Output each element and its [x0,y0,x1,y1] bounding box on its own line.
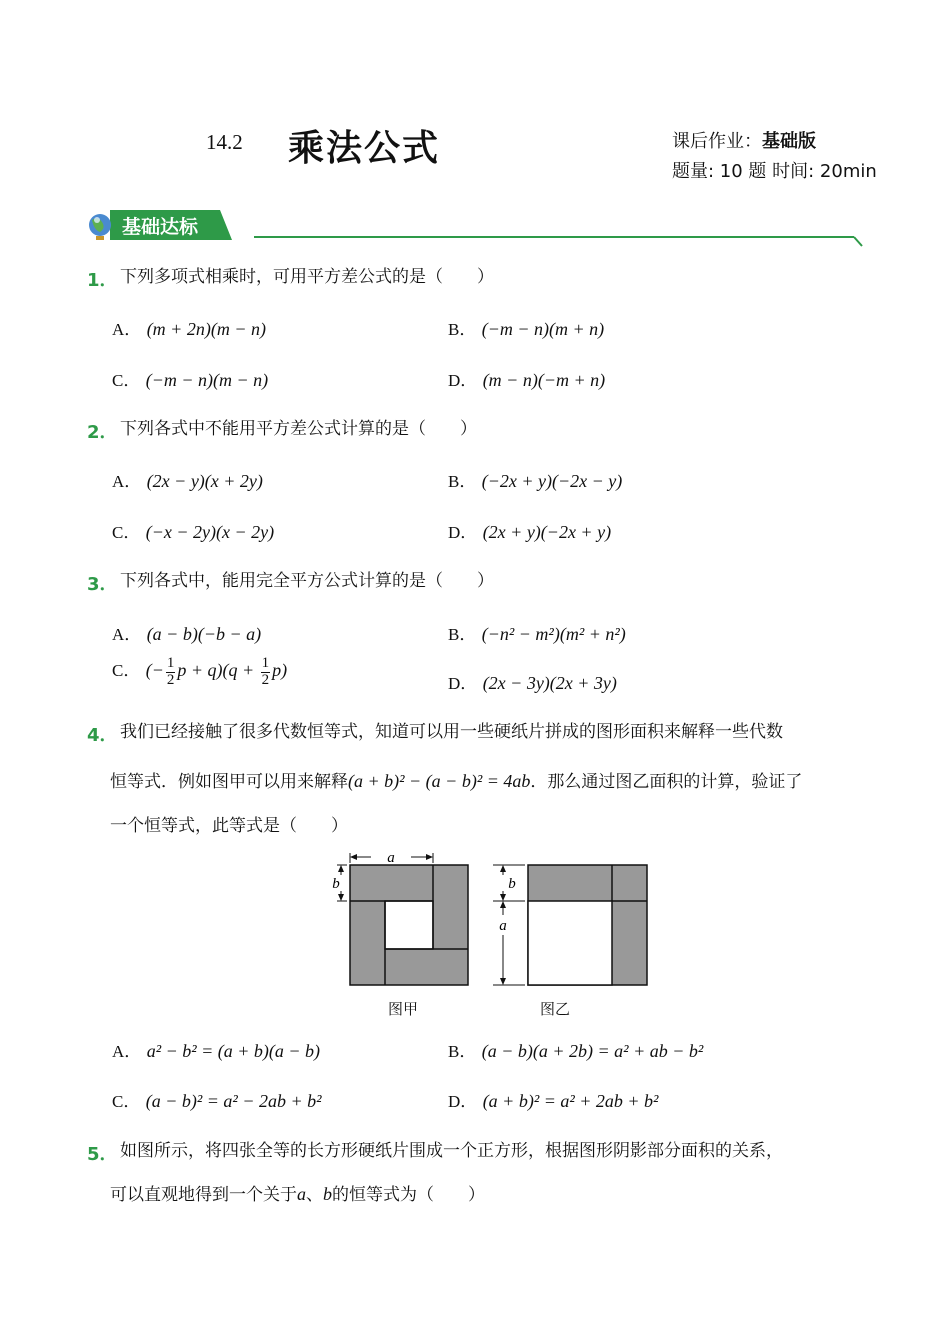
page-title: 乘法公式 [288,128,441,169]
section-banner [88,206,868,250]
globe-icon [89,214,111,240]
q4-text-line3: 一个恒等式，此等式是（ ） [110,816,348,836]
fig2-label-a: a [499,918,507,934]
homework-label: 课后作业：基础版 [672,131,816,152]
q4-option-b[interactable]: B． (a − b)(a + 2b) = a² + ab − b² [448,1041,704,1061]
q1-text: 下列多项式相乘时，可用平方差公式的是（ ） [120,267,494,287]
q4-option-d[interactable]: D． (a + b)² = a² + 2ab + b² [448,1091,659,1111]
q1-option-a[interactable]: A． (m + 2n)(m − n) [112,319,266,339]
q3-number: 3． [87,574,118,595]
q4-identity: (a + b)² − (a − b)² = 4ab [348,771,531,791]
q1-number: 1． [87,270,118,291]
section-number: 14.2 [206,130,243,154]
q5-text-line1: 如图所示，将四张全等的长方形硬纸片围成一个正方形，根据图形阴影部分面积的关系， [120,1141,783,1161]
q4-option-c[interactable]: C． (a − b)² = a² − 2ab + b² [112,1091,322,1111]
q5-text-line2: 可以直观地得到一个关于a、b的恒等式为（ ） [110,1184,485,1205]
q2-option-a[interactable]: A． (2x − y)(x + 2y) [112,471,263,491]
section-title: 基础达标 [122,216,199,238]
q1-option-b[interactable]: B． (−m − n)(m + n) [448,319,605,339]
q4-text-line2: 恒等式．例如图甲可以用来解释(a + b)² − (a − b)² = 4ab．那么通过图乙面积的计算，验证了 [110,771,803,792]
q4-number: 4． [87,725,118,746]
q2-option-c[interactable]: C． (−x − 2y)(x − 2y) [112,522,275,542]
fig2-caption: 图乙 [540,1000,571,1018]
q1-option-c[interactable]: C． (−m − n)(m − n) [112,370,269,390]
q2-option-b[interactable]: B． (−2x + y)(−2x − y) [448,471,623,491]
fig2-label-b: b [508,876,516,892]
q2-number: 2． [87,422,118,443]
q4-option-a[interactable]: A． a² − b² = (a + b)(a − b) [112,1041,321,1061]
fig1-label-a: a [387,850,395,866]
q3-option-d[interactable]: D． (2x − 3y)(2x + 3y) [448,673,617,693]
q1-option-d[interactable]: D． (m − n)(−m + n) [448,370,606,390]
q2-text: 下列各式中不能用平方差公式计算的是（ ） [120,419,477,439]
q5-number: 5． [87,1144,118,1165]
q3-option-c[interactable]: C． (− $\frac{1}{2}$ p + q)(q + $\frac{1}{2}$ p) [112,655,288,688]
figure-yi [485,855,655,990]
q3-option-a[interactable]: A． (a − b)(−b − a) [112,624,262,644]
q3-text: 下列各式中，能用完全平方公式计算的是（ ） [120,571,494,591]
figure-jia [325,845,485,1020]
q2-option-d[interactable]: D． (2x + y)(−2x + y) [448,522,612,542]
fig1-caption: 图甲 [388,1000,419,1018]
quiz-meta: 题量: 10 题 时间: 20min [672,161,877,182]
q3-option-b[interactable]: B． (−n² − m²)(m² + n²) [448,624,626,644]
homework-level: 基础版 [762,131,816,152]
fig1-label-b: b [332,876,340,892]
q4-text-line1: 我们已经接触了很多代数恒等式，知道可以用一些硬纸片拼成的图形面积来解释一些代数 [120,722,783,742]
